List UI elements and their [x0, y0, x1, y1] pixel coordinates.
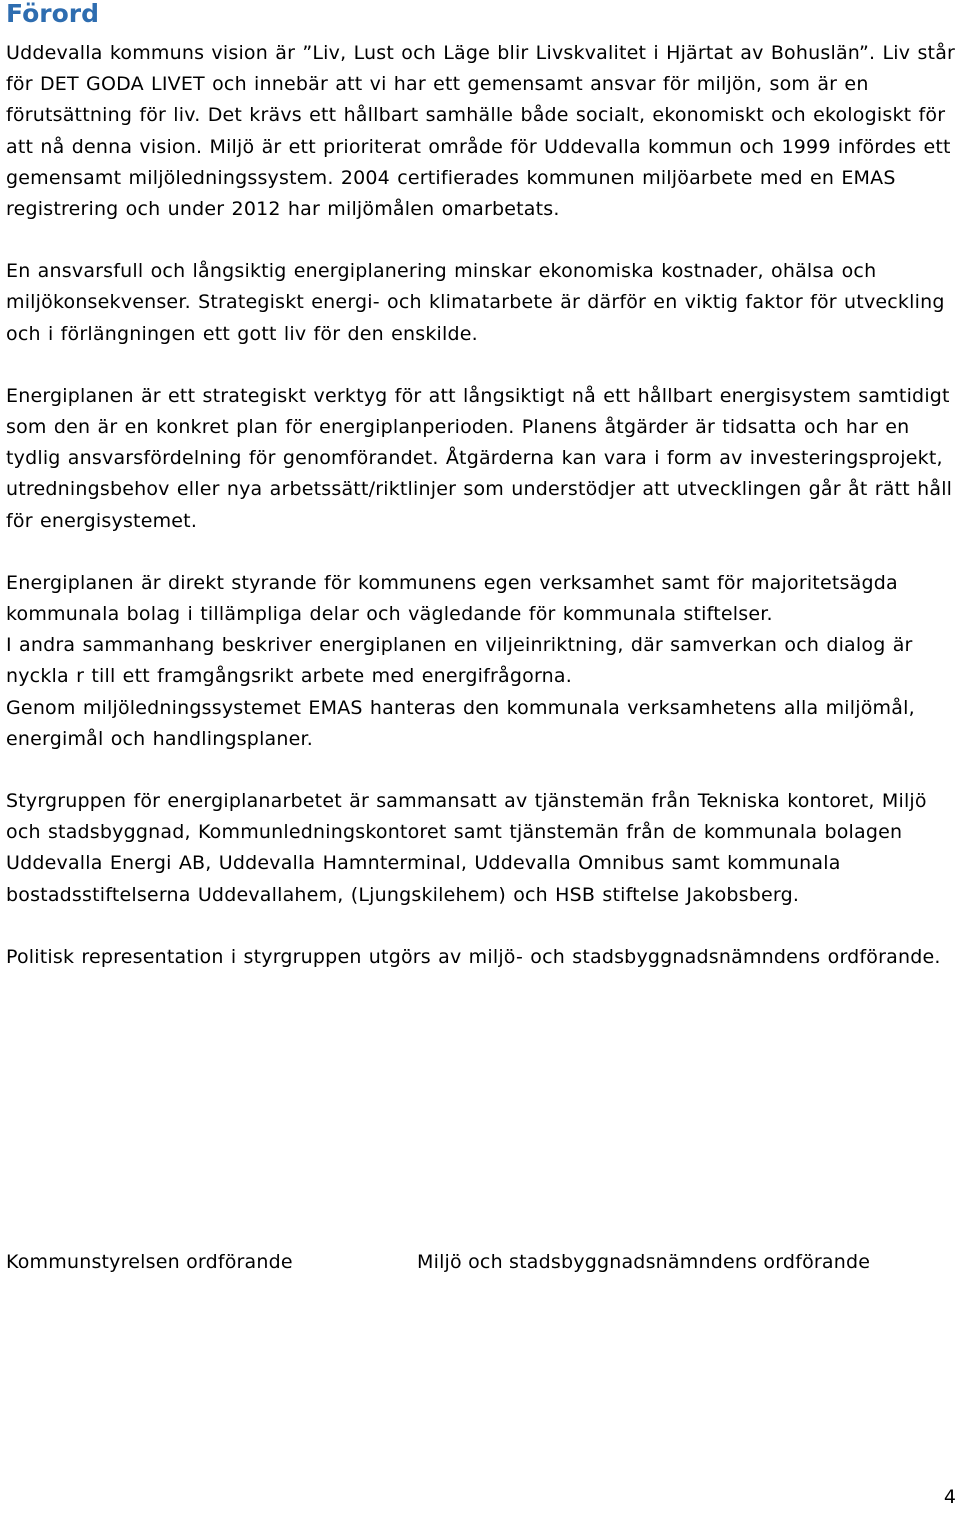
paragraph-governance: Energiplanen är direkt styrande för kommunens egen verksamhet samt för majoritetsägda kommunala bolag i tillämpliga delar och vägledande för kommunala stiftelser.: [6, 571, 898, 626]
paragraph-vision: Uddevalla kommuns vision är ”Liv, Lust och Läge blir Livskvalitet i Hjärtat av Bohuslän”. Liv står för DET GODA LIVET och innebär att vi har ett gemensamt ansvar för miljön, som är en förutsättning för liv. Det krävs ett hållbart samhälle både socialt, ekonomiskt och ekologiskt för att nå denna vision. Miljö är ett prioriterat område för Uddevalla kommun och 1999 infördes ett gemensamt miljöledningssystem. 2004 certifierades kommunen miljöarbete med en EMAS registrering och under 2012 har miljömålen omarbetats.: [6, 42, 956, 221]
paragraph-emas: Genom miljöledningssystemet EMAS hanteras den kommunala verksamhetens alla miljömål, energimål och handlingsplaner.: [6, 696, 915, 750]
paragraph-energy-plan-tool: Energiplanen är ett strategiskt verktyg för att långsiktigt nå ett hållbart energisystem samtidigt som den är en konkret plan för energiplanperioden. Planens åtgärder är tidsatta och har en tydlig ansvarsfördelning för genomförandet. Åtgärderna kan vara i form av investeringsprojekt, utredningsbehov eller nya arbetssätt/riktlinjer som understödjer att utvecklingen går åt rätt håll för energisystemet.: [6, 384, 953, 532]
paragraph-intent: I andra sammanhang beskriver energiplanen en viljeinriktning, där samverkan och dialog är nyckla r till ett framgångsrikt arbete med energifrågorna.: [6, 634, 913, 688]
signature-chair-environment-committee: Miljö och stadsbyggnadsnämndens ordförande: [417, 1251, 871, 1273]
page-title: Förord: [6, 0, 99, 28]
document-body: [6, 38, 956, 1004]
paragraph-steering-group: Styrgruppen för energiplanarbetet är sammansatt av tjänstemän från Tekniska kontoret, Miljö och stadsbyggnad, Kommunledningskontoret samt tjänstemän från de kommunala bolagen Uddevalla Energi AB, Uddevalla Hamnterminal, Uddevalla Omnibus samt kommunala bostadsstiftelserna Uddevallahem, (Ljungskilehem) och HSB stiftelse Jakobsberg.: [6, 790, 927, 906]
signature-chair-municipal-board: Kommunstyrelsen ordförande: [6, 1251, 293, 1273]
paragraph-political-representation: Politisk representation i styrgruppen utgörs av miljö- och stadsbyggnadsnämndens ordförande.: [6, 945, 941, 968]
page-number: 4: [943, 1486, 956, 1508]
signature-block: [6, 1247, 956, 1327]
paragraph-energy-planning: En ansvarsfull och långsiktig energiplanering minskar ekonomiska kostnader, ohälsa och miljökonsekvenser. Strategiskt energi- och klimatarbete är därför en viktig faktor för utveckling och i förlängningen ett gott liv för den enskilde.: [6, 260, 945, 345]
